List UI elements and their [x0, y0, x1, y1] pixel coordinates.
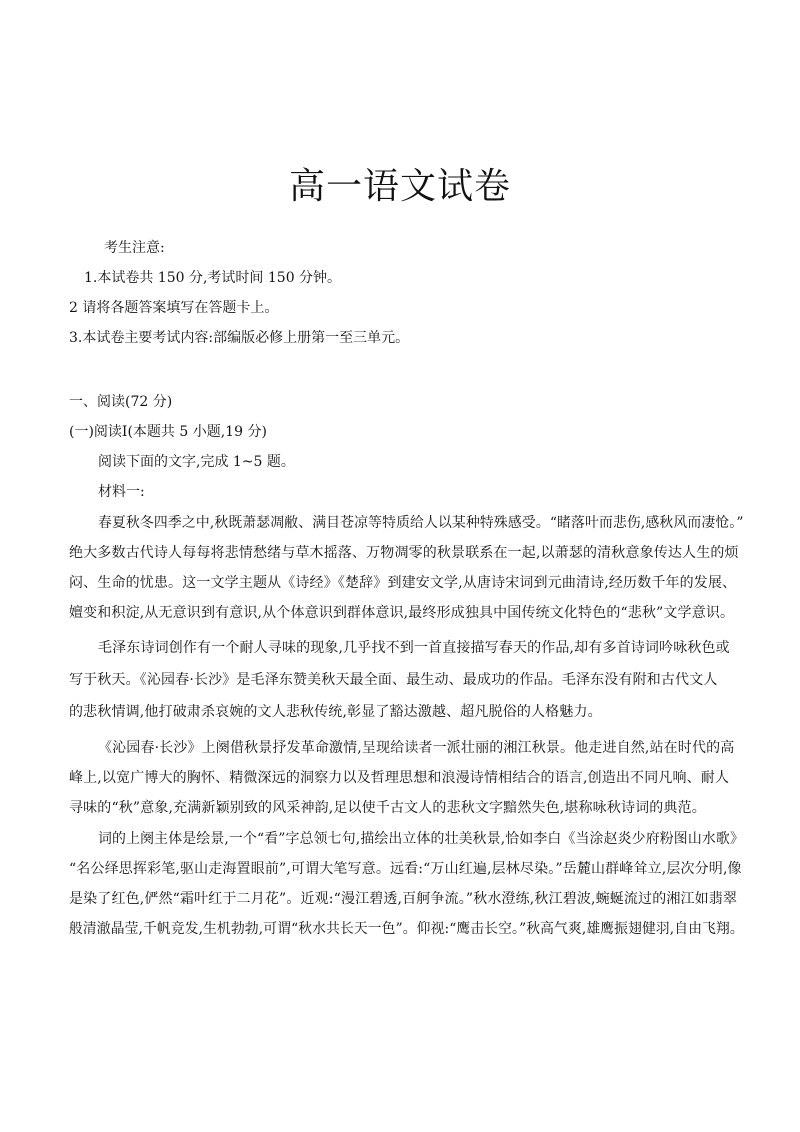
- notice-heading: 考生注意:: [104, 240, 165, 256]
- paragraph-4-line-2: “名公绎思挥彩笔,驱山走海置眼前”,可谓大笔写意。远看:“万山红遍,层林尽染。”岳麓山群峰耸立,层次分明,像: [69, 861, 742, 877]
- paragraph-1-line-3: 闷、生命的忧患。这一文学主题从《诗经》《楚辞》到建安文学,从唐诗宋词到元曲清诗,经历数千年的发展、: [69, 575, 737, 591]
- paragraph-3-line-3: 寻味的“秋”意象,充满新颖别致的风采神韵,足以使千古文人的悲秋文字黯然失色,堪称咏秋诗词的典范。: [69, 800, 706, 816]
- reading-instruction: 阅读下面的文字,完成 1~5 题。: [98, 454, 295, 470]
- part-heading: (一)阅读I(本题共 5 小题,19 分): [69, 424, 267, 440]
- paragraph-4-line-1: 词的上阕主体是绘景,一个“看”字总领七句,描绘出立体的壮美秋景,恰如李白《当涂赵炎少府粉图山水歌》: [98, 831, 745, 847]
- paragraph-3-line-1: 《沁园春·长沙》上阕借秋景抒发革命激情,呈现给读者一派壮丽的湘江秋景。他走进自然,站在时代的高: [98, 740, 735, 756]
- paragraph-2-line-3: 的悲秋情调,他打破肃杀哀婉的文人悲秋传统,彰显了豁达激越、超凡脱俗的人格魅力。: [69, 704, 602, 720]
- notice-item-3: 3.本试卷主要考试内容:部编版必修上册第一至三单元。: [69, 330, 410, 346]
- material-label: 材料一:: [98, 484, 145, 500]
- page-title: 高一语文试卷: [288, 166, 511, 207]
- paragraph-2-line-2: 写于秋天。《沁园春·长沙》是毛泽东赞美秋天最全面、最生动、最成功的作品。毛泽东没有附和古代文人: [69, 672, 718, 688]
- paragraph-4-line-4: 般清澈晶莹,千帆竞发,生机勃勃,可谓“秋水共长天一色”。仰视:“鹰击长空。”秋高气爽,雄鹰振翅健羽,自由飞翔。: [69, 921, 744, 937]
- section-heading: 一、阅读(72 分): [69, 394, 173, 410]
- paragraph-1-line-1: 春夏秋冬四季之中,秋既萧瑟凋敝、满目苍凉等特质给人以某种特殊感受。“睹落叶而悲伤,感秋风而凄怆。”: [98, 515, 744, 531]
- paragraph-2-line-1: 毛泽东诗词创作有一个耐人寻味的现象,几乎找不到一首直接描写春天的作品,却有多首诗词吟咏秋色或: [98, 640, 730, 656]
- paragraph-4-line-3: 是染了红色,俨然“霜叶红于二月花”。近观:“漫江碧透,百舸争流。”秋水澄练,秋江碧波,蜿蜒流过的湘江如翡翠: [69, 891, 738, 907]
- paragraph-1-line-4: 嬗变和积淀,从无意识到有意识,从个体意识到群体意识,最终形成独具中国传统文化特色的“悲秋”文学意识。: [69, 605, 735, 621]
- paragraph-3-line-2: 峰上,以宽广博大的胸怀、精微深远的洞察力以及哲理思想和浪漫诗情相结合的语言,创造出不同凡响、耐人: [69, 770, 730, 786]
- paragraph-1-line-2: 绝大多数古代诗人每每将悲情愁绪与草木摇落、万物凋零的秋景联系在一起,以萧瑟的清秋意象传达人生的烦: [69, 545, 739, 561]
- notice-item-2: 2 请将各题答案填写在答题卡上。: [69, 300, 279, 316]
- notice-item-1: 1.本试卷共 150 分,考试时间 150 分钟。: [84, 270, 342, 286]
